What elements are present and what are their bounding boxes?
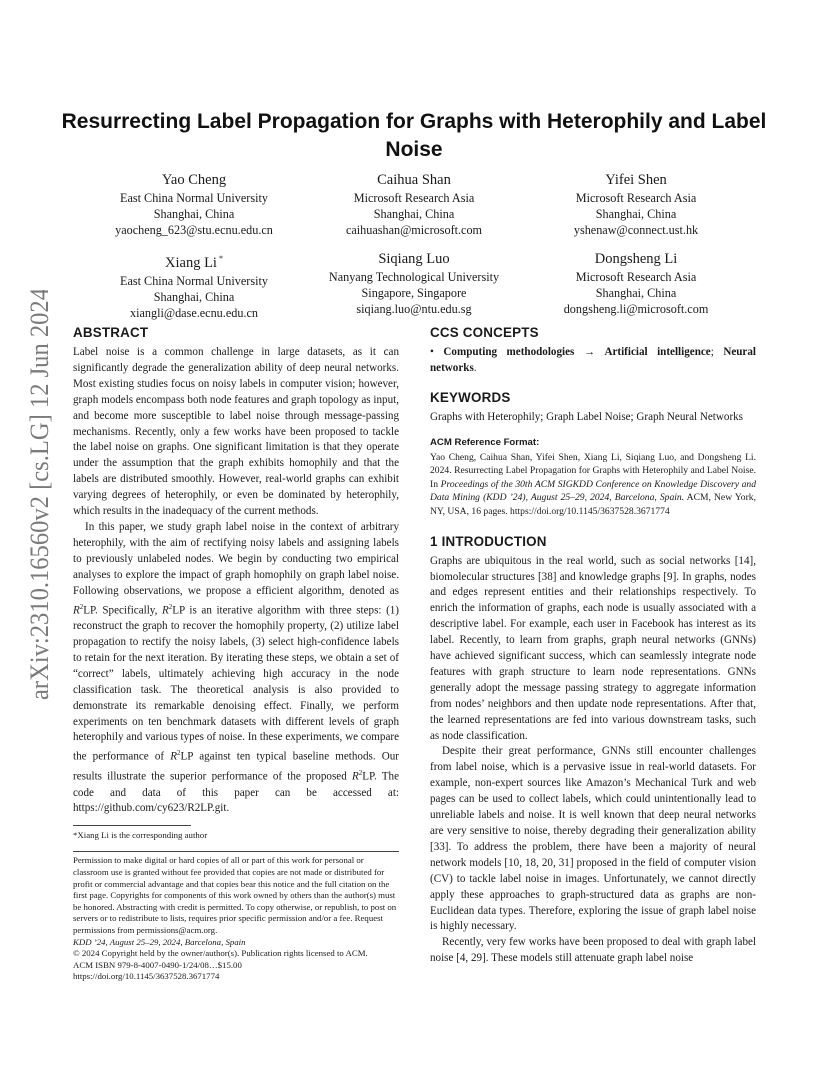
corresponding-footnote: *Xiang Li is the corresponding author [73,830,208,841]
abstract-paragraph: Label noise is a common challenge in large datasets, as it can significantly degrade the generalization ability of deep neural networks. Most existing studies focus on noisy labels in computer vision; however, graph models encompass both node features and graph topology as input, and become more susceptible to label noise through message-passing mechanisms. Recently, only a few works have been proposed to tackle the label noise on graphs. One significant limitation is that they operate under the assumption that the graph exhibits homophily and that the labels are distributed smoothly. However, real-world graphs can exhibit varying degrees of heterophily, or even be dominated by heterophily, which results in the inadequacy of the current methods. [73,346,399,518]
author-location: Singapore, Singapore [361,286,467,300]
intro-paragraph: Graphs are ubiquitous in the real world, such as social networks [14], biomolecular structures [38] and knowledge graphs [9]. In graphs, nodes and edges represent entities and their relationships respectively. To enrich the information of graphs, each node is usually associated with a descriptive label. For example, each user in Facebook has interest as its label. Recently, to learn from graphs, graph neural networks (GNNs) have achieved significant success, which can seamlessly integrate node features with graph structure to learn node representations. GNNs generally adopt the message passing strategy to aggregate information from nodes’ neighbors and then update node representations. After that, the learned representations are fed into various downstream tasks, such as node classification. [430,554,756,742]
introduction-heading: 1 INTRODUCTION [430,533,547,549]
author-location: Shanghai, China [373,207,455,221]
author-name: Caihua Shan [377,172,451,188]
author-block [69,170,319,238]
author-email: yshenaw@connect.ust.hk [573,223,699,237]
author-block [289,170,539,238]
author-location: Shanghai, China [153,289,235,304]
right-column [430,324,756,967]
arxiv-watermark-text: arXiv:2310.16560v2 [cs.LG] 12 Jun 2024 [25,290,54,700]
author-email: caihuashan@microsoft.com [345,223,483,237]
footnote-rule [73,825,191,826]
paper-title: Resurrecting Label Propagation for Graphs with Heterophily and Label Noise [61,110,767,161]
left-column [73,324,399,983]
author-location: Shanghai, China [153,207,235,221]
intro-paragraph: Recently, very few works have been proposed to deal with graph label noise [4, 29]. These models still attenuate graph label noise [430,936,756,965]
doi-line: https://doi.org/10.1145/3637528.3671774 [73,971,220,982]
author-affiliation: East China Normal University [120,273,268,288]
author-block [69,249,319,321]
ccs-concepts: • Computing methodologies → Artificial intelligence; Neural networks. [430,346,756,374]
author-email: dongsheng.li@microsoft.com [563,302,709,316]
keywords-text: Graphs with Heterophily; Graph Label Noise; Graph Neural Networks [430,410,744,423]
author-email: yaocheng_623@stu.ecnu.edu.cn [115,223,273,237]
author-email: xiangli@dase.ecnu.edu.cn [130,305,258,320]
permission-block [73,855,399,983]
abstract-heading: ABSTRACT [73,325,149,340]
permission-rule [73,851,399,852]
author-location: Shanghai, China [595,286,677,300]
isbn-line: ACM ISBN 979-8-4007-0490-1/24/08…$15.00 [73,959,242,970]
copyright-line: © 2024 Copyright held by the owner/author(s). Publication rights licensed to ACM. [73,948,368,959]
author-name: Yao Cheng [161,172,227,188]
author-block [289,249,539,317]
author-email: siqiang.luo@ntu.edu.sg [356,302,472,316]
acm-reference-heading: ACM Reference Format: [430,436,540,448]
author-affiliation: Microsoft Research Asia [353,191,475,205]
author-affiliation: Microsoft Research Asia [575,270,697,284]
keywords-heading: KEYWORDS [430,389,511,405]
author-name: Yifei Shen [605,172,667,188]
author-name: Siqiang Luo [378,251,450,267]
author-affiliation: East China Normal University [120,191,268,205]
author-block [511,249,761,317]
corresponding-mark: * [218,254,223,263]
abstract-paragraph: In this paper, we study graph label noise in the context of arbitrary heterophily, with the aim of rectifying noisy labels and assigning labels to previously unlabeled nodes. We begin by conducting two empirical analyses to explore the impact of graph homophily on graph label noise. Following observations, we propose a efficient algorithm, denoted as $R^2LP$. Specifically, $R^2LP$ is an iterative algorithm with three steps: (1) reconstruct the graph to recover the homophily property, (2) utilize label propagation to rectify the noisy labels, (3) select high-confidence labels to retain for the next iteration. By iterating these steps, we obtain a set of “correct” labels, ultimately achieving high accuracy in the node classification task. The theoretical analysis is also provided to demonstrate its remarkable denoising effect. Finally, we perform experiments on ten benchmark datasets with different levels of graph heterophily and various types of noise. In these experiments, we compare the performance of $R^2LP$ against ten typical baseline methods. Our results illustrate the superior performance of the proposed $R^2LP$. The code and data of this paper can be accessed at: https://github.com/cy623/R2LP.git. [73,520,400,815]
arxiv-watermark [12,290,60,710]
ccs-heading: CCS CONCEPTS [430,325,539,340]
intro-paragraph: Despite their great performance, GNNs still encounter challenges from label noise, which is a pervasive issue in real-world datasets. For example, non-expert sources like Amazon’s Mechanical Turk and web pages can be used to collect labels, which could unintentionally lead to unreliable labels and noise. It is well known that deep neural networks are very sensitive to noise, thereby degrading their generalization ability [33]. To address the problem, there have been a majority of neural network models [10, 18, 20, 31] proposed in the field of computer vision (CV) to tackle label noise in images. Unfortunately, we cannot directly apply these approaches to graph-structured data as graphs are non-Euclidean data types. Therefore, exploring the issue of graph label noise is highly necessary. [430,745,756,933]
acm-reference: Yao Cheng, Caihua Shan, Yifei Shen, Xiang Li, Siqiang Luo, and Dongsheng Li. 2024. Resurrecting Label Propagation for Graphs with Heterophily and Label Noise. In Proceedings of the 30th ACM SIGKDD Conference on Knowledge Discovery and Data Mining (KDD ’24), August 25–29, 2024, Barcelona, Spain. ACM, New York, NY, USA, 16 pages. https://doi.org/10.1145/3637528.3671774 [430,451,757,517]
author-name: Dongsheng Li [594,251,678,267]
author-name: Xiang Li [165,254,217,271]
permission-text: Permission to make digital or hard copies of all or part of this work for personal or classroom use is granted without fee provided that copies are not made or distributed for profit or commercial advantage and that copies bear this notice and the full citation on the first page. Copyrights for components of this work owned by others than the author(s) must be honored. Abstracting with credit is permitted. To copy otherwise, or republish, to post on servers or to redistribute to lists, requires prior specific permission and/or a fee. Request permissions from permissions@acm.org. [73,855,397,935]
author-location: Shanghai, China [595,207,677,221]
author-affiliation: Nanyang Technological University [328,270,500,284]
author-affiliation: Microsoft Research Asia [575,191,697,205]
venue-line: KDD ’24, August 25–29, 2024, Barcelona, Spain [73,936,246,947]
author-block [511,170,761,238]
